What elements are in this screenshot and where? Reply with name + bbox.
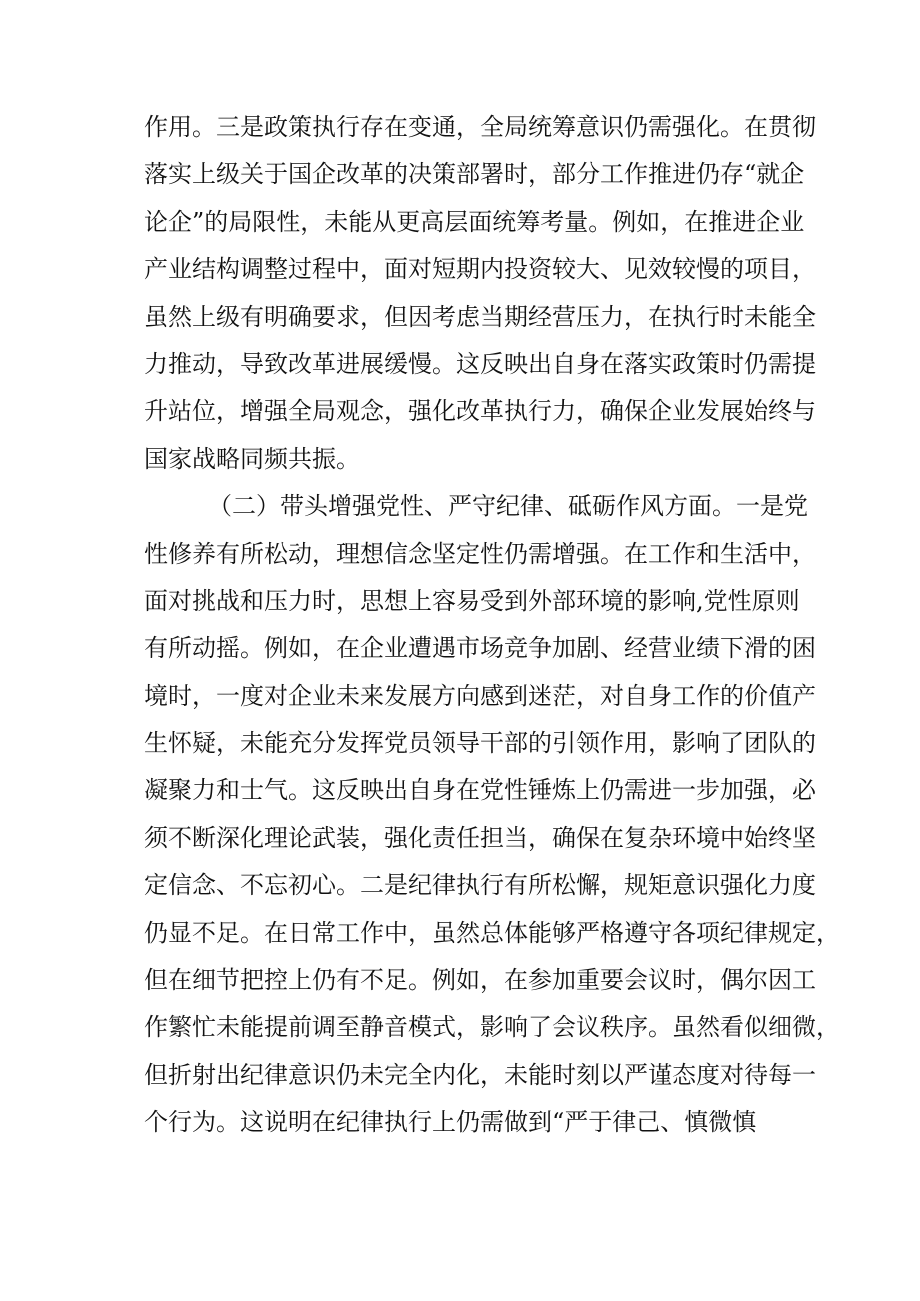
text-line: 但折射出纪律意识仍未完全内化，未能时刻以严谨态度对待每一 bbox=[144, 1060, 816, 1089]
text-line: 境时，一度对企业未来发展方向感到迷茫，对自身工作的价值产 bbox=[144, 681, 816, 710]
text-line: 凝聚力和士气。这反映出自身在党性锤炼上仍需进一步加强，必 bbox=[144, 776, 816, 805]
text-line: 性修养有所松动，理想信念坚定性仍需增强。在工作和生活中， bbox=[144, 539, 816, 568]
body-text bbox=[144, 104, 840, 1147]
text-line: 面对挑战和压力时，思想上容易受到外部环境的影响,党性原则 bbox=[144, 586, 800, 615]
text-line: 升站位，增强全局观念，强化改革执行力，确保企业发展始终与 bbox=[144, 397, 816, 426]
section-heading-line: （二）带头增强党性、严守纪律、砥砺作风方面。一是党 bbox=[208, 492, 808, 521]
text-line: 定信念、不忘初心。二是纪律执行有所松懈，规矩意识强化力度 bbox=[144, 871, 816, 900]
text-line: 但在细节把控上仍有不足。例如，在参加重要会议时，偶尔因工 bbox=[144, 966, 816, 995]
text-line: 个行为。这说明在纪律执行上仍需做到“严于律己、慎微慎 bbox=[144, 1108, 757, 1137]
text-line: 须不断深化理论武装，强化责任担当，确保在复杂环境中始终坚 bbox=[144, 823, 816, 852]
text-line: 作繁忙未能提前调至静音模式，影响了会议秩序。虽然看似细微， bbox=[144, 1013, 840, 1042]
text-line: 作用。三是政策执行存在变通，全局统筹意识仍需强化。在贯彻 bbox=[144, 113, 816, 141]
text-line: 力推动，导致改革进展缓慢。这反映出自身在落实政策时仍需提 bbox=[144, 349, 816, 378]
text-line: 有所动摇。例如，在企业遭遇市场竞争加剧、经营业绩下滑的困 bbox=[144, 634, 816, 663]
text-line: 落实上级关于国企改革的决策部署时，部分工作推进仍存“就企 bbox=[144, 160, 805, 189]
text-line: 产业结构调整过程中，面对短期内投资较大、见效较慢的项目， bbox=[144, 255, 816, 284]
text-line: 国家战略同频共振。 bbox=[144, 444, 360, 473]
text-line: 论企”的局限性，未能从更高层面统筹考量。例如，在推进企业 bbox=[144, 207, 805, 236]
text-line: 虽然上级有明确要求，但因考虑当期经营压力，在执行时未能全 bbox=[144, 302, 816, 331]
text-line: 生怀疑，未能充分发挥党员领导干部的引领作用，影响了团队的 bbox=[144, 729, 816, 758]
text-line: 仍显不足。在日常工作中，虽然总体能够严格遵守各项纪律规定， bbox=[144, 918, 840, 947]
